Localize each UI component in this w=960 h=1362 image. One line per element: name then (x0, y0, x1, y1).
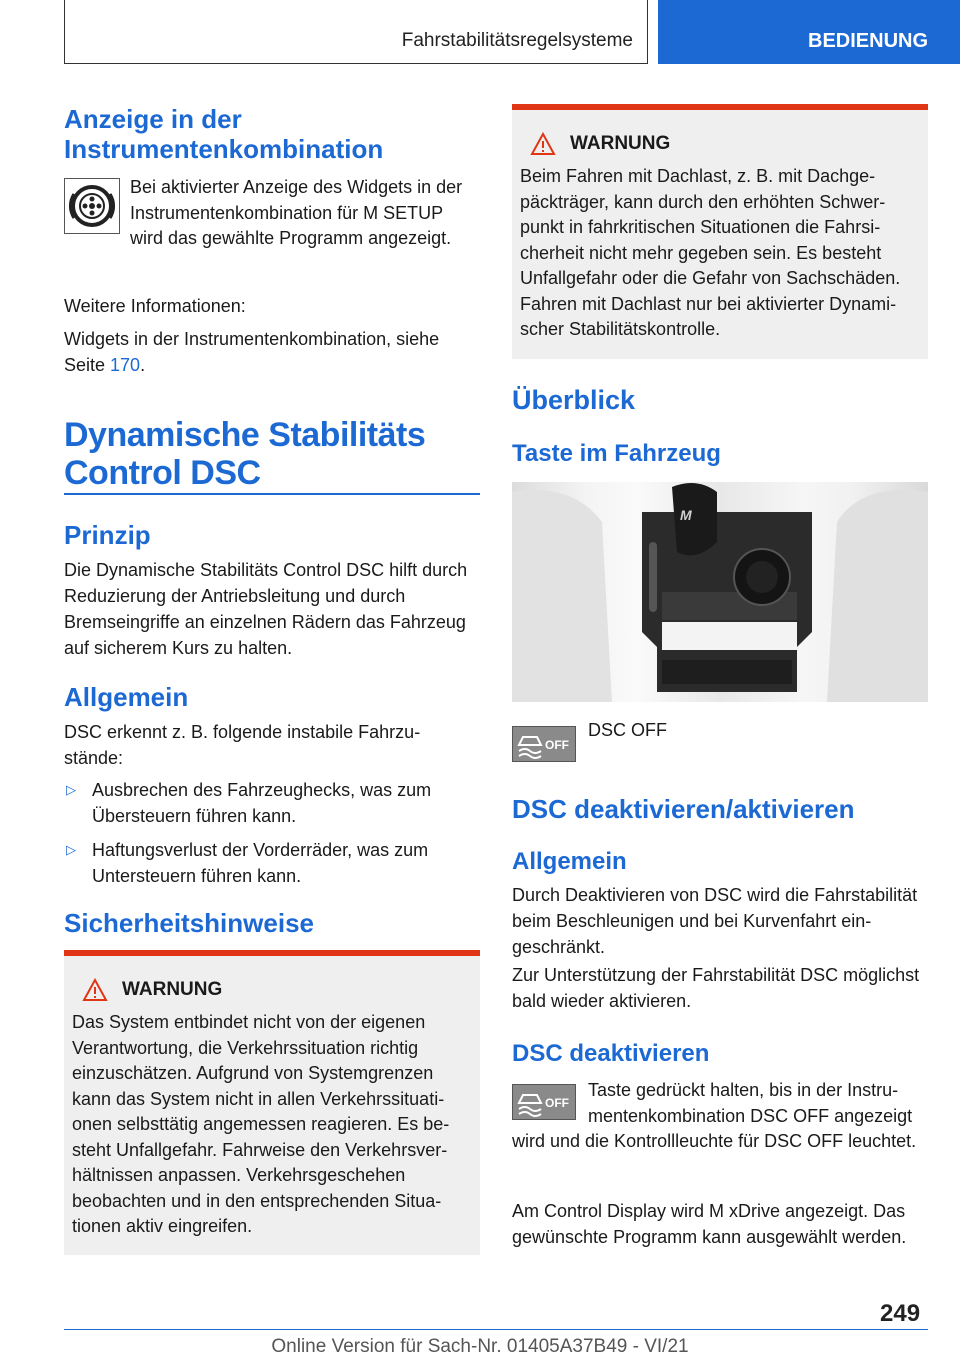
warning-text: Beim Fahren mit Dachlast, z. B. mit Dachgepäckträger, kann durch den erhöhten Schwerpunkt in fahrkritischen Situationen die Fahrsicherheit nicht mehr gegeben sein. Es besteht Unfallgefahr oder die Gefahr von Sachschäden. Fahren mit Dachlast nur bei aktivierter Dynamischer Stabilitätskontrolle. (520, 166, 901, 339)
warning-box-right (512, 104, 928, 359)
prinzip-text: Die Dynamische Stabilitäts Control DSC hilft durch Reduzierung der Antriebsleitung und durch Bremseingriffe an einzelnen Rädern das Fahrzeug auf sicherem Kurs zu halten. (64, 560, 468, 658)
period: . (140, 355, 146, 375)
console-photo (512, 482, 928, 702)
page-link-170[interactable]: 170 (110, 355, 141, 375)
warning-header (82, 978, 472, 1002)
instability-list (64, 777, 474, 897)
warning-box-left (64, 950, 480, 1255)
ueberblick-heading: Überblick (512, 385, 636, 415)
anzeige-text: Bei aktivierter Anzeige des Widgets in der Instrumentenkombination für M SETUP wird das gewählte Programm angezeigt. (130, 177, 463, 248)
header-chapter-box (64, 0, 648, 64)
dsc-off-icon (512, 726, 576, 762)
allgemein-heading-left: Allgemein (64, 682, 189, 712)
icon-text: OFF (545, 1096, 569, 1110)
dsc-off-label: DSC OFF (588, 720, 667, 740)
triangle-bullet-icon: ▷ (66, 782, 76, 797)
footer-rule (64, 1329, 928, 1330)
allgemein-text-right-1: Durch Deaktivieren von DSC wird die Fahrstabilität beim Beschleunigen und bei Kurvenfahrt eingeschränkt. (512, 885, 918, 957)
allgemein-heading-right: Allgemein (512, 848, 627, 875)
taste-heading: Taste im Fahrzeug (512, 440, 721, 467)
triangle-bullet-icon: ▷ (66, 842, 76, 857)
page-number: 249 (880, 1300, 921, 1327)
deaktivieren-heading: DSC deaktivieren/aktivieren (512, 794, 855, 824)
icon-text: OFF (545, 738, 569, 752)
svg-text:M: M (680, 507, 692, 523)
widgets-text: Widgets in der Instrumentenkombination, siehe Seite (64, 329, 440, 375)
header-section-tab[interactable] (658, 0, 960, 64)
dsc-heading: Dynamische Stabilitäts Control DSC (64, 416, 426, 492)
anzeige-text-block (64, 175, 480, 255)
footer-online-version: Online Version für Sach-Nr. 01405A37B49 - VI/21 (271, 1336, 689, 1357)
warning-triangle-icon (530, 132, 556, 156)
warning-text: Das System entbindet nicht von der eigenen Verantwortung, die Verkehrssituation richtig einzuschätzen. Aufgrund von Systemgrenzen kann das System nicht in allen Verkehrssituationen selbsttätig angemessen reagieren. Es besteht Unfallgefahr. Fahrweise den Verkehrsverhältnissen anpassen. Verkehrsgeschehen beobachten und in den entsprechenden Situationen aktiv eingreifen. (72, 1012, 450, 1236)
heading-rule (64, 493, 480, 495)
control-display-text: Am Control Display wird M xDrive angezeigt. Das gewünschte Programm kann ausgewählt werden. (512, 1201, 907, 1247)
dsc-deaktivieren-heading: DSC deaktivieren (512, 1040, 710, 1067)
anzeige-heading: Anzeige in der Instrumentenkombination (64, 104, 384, 164)
warning-triangle-icon (82, 978, 108, 1002)
list-item: ▷ Haftungsverlust der Vorderräder, was zum Untersteuern führen kann. (64, 837, 474, 889)
allgemein-text-left: DSC erkennt z. B. folgende instabile Fahrzustände: (64, 722, 421, 768)
deaktivieren-text: Taste gedrückt halten, bis in der Instrumentenkombination DSC OFF angezeigt wird und die Kontrollleuchte für DSC OFF leuchtet. (512, 1080, 917, 1151)
sicherheit-heading: Sicherheitshinweise (64, 908, 314, 938)
section-title: BEDIENUNG (808, 30, 929, 52)
anzeige-section (64, 104, 480, 164)
allgemein-text-right-2: Zur Unterstützung der Fahrstabilität DSC möglichst bald wieder aktivieren. (512, 965, 920, 1011)
widgets-reference (64, 326, 480, 378)
chapter-title: Fahrstabilitätsregelsysteme (401, 30, 633, 51)
prinzip-heading: Prinzip (64, 520, 151, 550)
list-item: ▷ Ausbrechen des Fahrzeughecks, was zum Übersteuern führen kann. (64, 777, 474, 829)
warning-header (530, 132, 920, 156)
deaktivieren-text-block (512, 1078, 928, 1155)
weitere-informationen: Weitere Informationen: (64, 296, 246, 316)
warning-label: WARNUNG (570, 133, 671, 154)
warning-label: WARNUNG (122, 979, 223, 1000)
